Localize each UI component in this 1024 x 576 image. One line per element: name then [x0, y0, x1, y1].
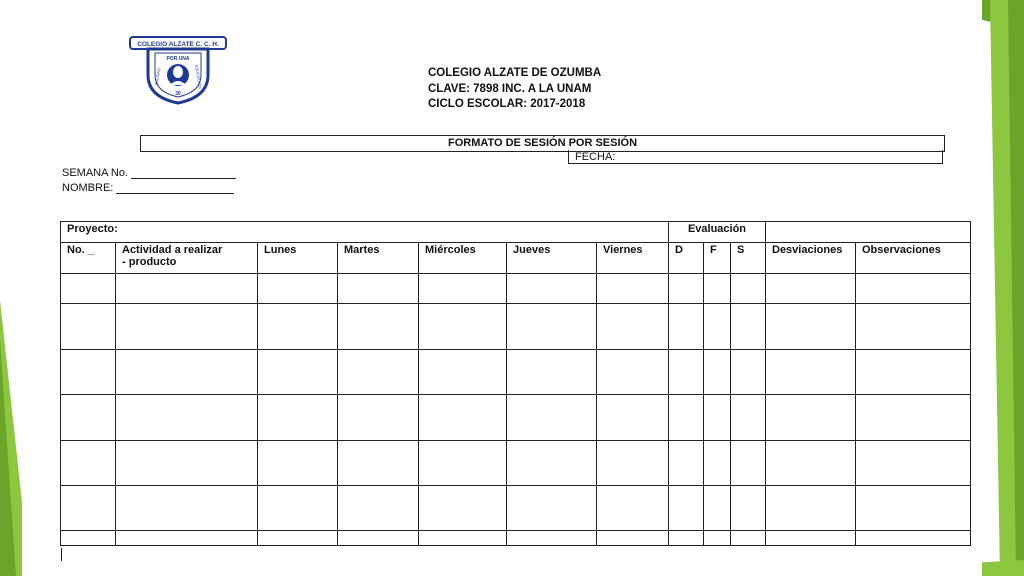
- table-cell[interactable]: [766, 531, 856, 546]
- form-title: FORMATO DE SESIÓN POR SESIÓN: [140, 135, 945, 152]
- session-table: [60, 221, 971, 546]
- header-actividad-line2: - producto: [122, 256, 177, 268]
- header-lunes: Lunes: [258, 243, 338, 274]
- table-cell[interactable]: [766, 395, 856, 441]
- table-cell[interactable]: [419, 350, 507, 395]
- table-cell[interactable]: [856, 350, 971, 395]
- table-cell[interactable]: [258, 531, 338, 546]
- table-row: [61, 350, 971, 395]
- svg-text:CALIDAD: CALIDAD: [153, 67, 162, 86]
- table-cell[interactable]: [258, 304, 338, 350]
- header-desviaciones: Desviaciones: [766, 243, 856, 274]
- fecha-label: FECHA:: [575, 151, 616, 163]
- school-cycle: CICLO ESCOLAR: 2017-2018: [428, 98, 586, 110]
- svg-text:EDUCACIÓN: EDUCACIÓN: [193, 64, 204, 89]
- svg-text:POR UNA: POR UNA: [166, 56, 190, 62]
- header-s: S: [731, 243, 766, 274]
- table-cell[interactable]: [419, 486, 507, 531]
- table-cell[interactable]: [419, 274, 507, 304]
- table-cell[interactable]: [856, 304, 971, 350]
- header-f: F: [704, 243, 731, 274]
- table-cell[interactable]: [704, 441, 731, 486]
- table-cell[interactable]: [61, 350, 116, 395]
- table-cell[interactable]: [61, 486, 116, 531]
- table-cell[interactable]: [704, 531, 731, 546]
- table-cell[interactable]: [766, 486, 856, 531]
- table-cell[interactable]: [61, 395, 116, 441]
- header-empty-cell[interactable]: [766, 222, 971, 243]
- semana-label: SEMANA No.: [62, 167, 129, 179]
- header-actividad-line1: Actividad a realizar: [122, 244, 223, 256]
- table-cell[interactable]: [116, 274, 258, 304]
- table-cell[interactable]: [704, 486, 731, 531]
- table-cell[interactable]: [116, 304, 258, 350]
- school-name: COLEGIO ALZATE DE OZUMBA: [428, 67, 602, 79]
- header-miercoles: Miércoles: [419, 243, 507, 274]
- table-cell[interactable]: [419, 304, 507, 350]
- table-row: [61, 304, 971, 350]
- table-cell[interactable]: [597, 350, 669, 395]
- table-cell[interactable]: [669, 441, 704, 486]
- table-cell[interactable]: [669, 395, 704, 441]
- table-row: [61, 441, 971, 486]
- table-cell[interactable]: [669, 274, 704, 304]
- table-cell[interactable]: [258, 350, 338, 395]
- table-cell[interactable]: [507, 531, 597, 546]
- table-cell[interactable]: [338, 441, 419, 486]
- table-cell[interactable]: [731, 350, 766, 395]
- evaluacion-header: Evaluación: [669, 222, 766, 243]
- table-cell[interactable]: [507, 350, 597, 395]
- table-cell[interactable]: [419, 395, 507, 441]
- table-cell[interactable]: [258, 274, 338, 304]
- table-cell[interactable]: [507, 304, 597, 350]
- table-cell[interactable]: [116, 486, 258, 531]
- table-cell[interactable]: [258, 441, 338, 486]
- table-cell[interactable]: [766, 441, 856, 486]
- table-cell[interactable]: [116, 395, 258, 441]
- table-cell[interactable]: [116, 531, 258, 546]
- table-body: [61, 274, 971, 546]
- table-cell[interactable]: [731, 274, 766, 304]
- table-cell[interactable]: [338, 531, 419, 546]
- nombre-blank[interactable]: [116, 183, 234, 194]
- table-cell[interactable]: [669, 486, 704, 531]
- table-cell[interactable]: [704, 395, 731, 441]
- table-cell[interactable]: [704, 274, 731, 304]
- table-cell[interactable]: [507, 274, 597, 304]
- table-cell[interactable]: [669, 304, 704, 350]
- table-cell[interactable]: [856, 274, 971, 304]
- table-cell[interactable]: [61, 304, 116, 350]
- table-cell[interactable]: [507, 486, 597, 531]
- table-cell[interactable]: [856, 531, 971, 546]
- table-cell[interactable]: [731, 395, 766, 441]
- table-cell[interactable]: [338, 304, 419, 350]
- table-row: [61, 274, 971, 304]
- table-cell[interactable]: [597, 486, 669, 531]
- table-cell[interactable]: [731, 486, 766, 531]
- table-cell[interactable]: [766, 304, 856, 350]
- header-martes: Martes: [338, 243, 419, 274]
- table-cell[interactable]: [766, 350, 856, 395]
- table-cell[interactable]: [856, 441, 971, 486]
- semana-field[interactable]: [62, 167, 236, 179]
- table-cell[interactable]: [338, 274, 419, 304]
- table-cell[interactable]: [704, 350, 731, 395]
- proyecto-cell[interactable]: [61, 222, 669, 243]
- table-cell[interactable]: [856, 395, 971, 441]
- table-cell[interactable]: [669, 350, 704, 395]
- table-cell[interactable]: [116, 441, 258, 486]
- table-cell[interactable]: [507, 395, 597, 441]
- svg-text:30: 30: [175, 91, 181, 97]
- table-cell[interactable]: [704, 304, 731, 350]
- table-row: [61, 531, 971, 546]
- table-cell[interactable]: [338, 350, 419, 395]
- nombre-field[interactable]: [62, 182, 234, 194]
- table-cell[interactable]: [597, 395, 669, 441]
- header-actividad: [116, 243, 258, 274]
- header-jueves: Jueves: [507, 243, 597, 274]
- table-cell[interactable]: [61, 441, 116, 486]
- table-cell[interactable]: [597, 304, 669, 350]
- proyecto-label: Proyecto:: [67, 223, 118, 235]
- table-cell[interactable]: [856, 486, 971, 531]
- header-no: No. _: [61, 243, 116, 274]
- table-cell[interactable]: [258, 486, 338, 531]
- table-cell[interactable]: [419, 441, 507, 486]
- header-observaciones: Observaciones: [856, 243, 971, 274]
- table-cell[interactable]: [731, 441, 766, 486]
- table-cell[interactable]: [597, 441, 669, 486]
- table-cell[interactable]: [669, 531, 704, 546]
- table-cell[interactable]: [61, 531, 116, 546]
- table-row: [61, 486, 971, 531]
- table-cell[interactable]: [597, 531, 669, 546]
- table-cell[interactable]: [766, 274, 856, 304]
- table-cell[interactable]: [507, 441, 597, 486]
- school-header: [428, 66, 601, 113]
- semana-blank[interactable]: [131, 168, 236, 179]
- table-cell[interactable]: [338, 395, 419, 441]
- fecha-field[interactable]: [568, 150, 943, 164]
- table-cell[interactable]: [731, 304, 766, 350]
- header-viernes: Viernes: [597, 243, 669, 274]
- svg-text:COLEGIO ALZATE C. C. H.: COLEGIO ALZATE C. C. H.: [137, 41, 219, 48]
- table-cell[interactable]: [338, 486, 419, 531]
- school-logo: [128, 35, 228, 105]
- table-cell[interactable]: [258, 395, 338, 441]
- table-cell[interactable]: [731, 531, 766, 546]
- text-cursor: [61, 548, 62, 561]
- table-row: [61, 395, 971, 441]
- nombre-label: NOMBRE:: [62, 182, 114, 194]
- header-d: D: [669, 243, 704, 274]
- table-cell[interactable]: [116, 350, 258, 395]
- school-clave: CLAVE: 7898 INC. A LA UNAM: [428, 82, 592, 95]
- table-cell[interactable]: [597, 274, 669, 304]
- table-cell[interactable]: [419, 531, 507, 546]
- table-cell[interactable]: [61, 274, 116, 304]
